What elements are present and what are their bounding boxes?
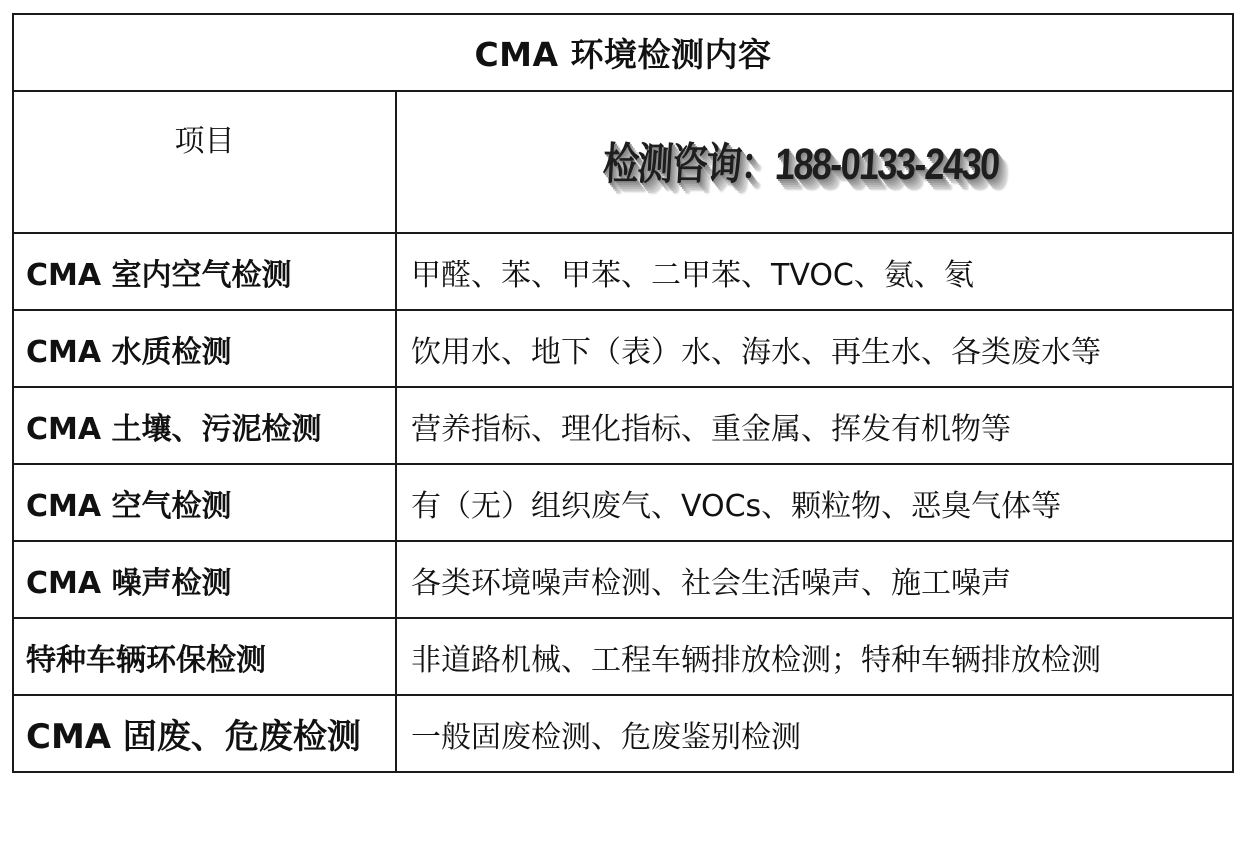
table-row — [13, 464, 1233, 541]
content-cell: 营养指标、理化指标、重金属、挥发有机物等 — [396, 387, 1233, 464]
hotline-text: 检测咨询：188-0133-2430 — [601, 140, 1000, 189]
header-row — [13, 91, 1233, 233]
table-row — [13, 310, 1233, 387]
content-cell: 甲醛、苯、甲苯、二甲苯、TVOC、氨、氡 — [396, 233, 1233, 310]
table-row — [13, 695, 1233, 772]
hotline-banner — [397, 104, 1232, 220]
item-cell: CMA 土壤、污泥检测 — [13, 387, 396, 464]
content-cell: 饮用水、地下（表）水、海水、再生水、各类废水等 — [396, 310, 1233, 387]
content-cell: 各类环境噪声检测、社会生活噪声、施工噪声 — [396, 541, 1233, 618]
table-row — [13, 618, 1233, 695]
table-row — [13, 233, 1233, 310]
item-cell: 特种车辆环保检测 — [13, 618, 396, 695]
item-cell: CMA 空气检测 — [13, 464, 396, 541]
item-cell: CMA 固废、危废检测 — [13, 695, 396, 772]
item-cell: CMA 水质检测 — [13, 310, 396, 387]
table-row — [13, 387, 1233, 464]
item-column-header: 项目 — [13, 91, 396, 233]
item-cell: CMA 室内空气检测 — [13, 233, 396, 310]
content-cell: 有（无）组织废气、VOCs、颗粒物、恶臭气体等 — [396, 464, 1233, 541]
item-cell: CMA 噪声检测 — [13, 541, 396, 618]
title-row — [13, 14, 1233, 91]
inspection-content-table — [12, 13, 1234, 773]
content-cell: 非道路机械、工程车辆排放检测；特种车辆排放检测 — [396, 618, 1233, 695]
table-title: CMA 环境检测内容 — [13, 14, 1233, 91]
table-row — [13, 541, 1233, 618]
hotline-cell — [396, 91, 1233, 233]
content-cell: 一般固废检测、危废鉴别检测 — [396, 695, 1233, 772]
